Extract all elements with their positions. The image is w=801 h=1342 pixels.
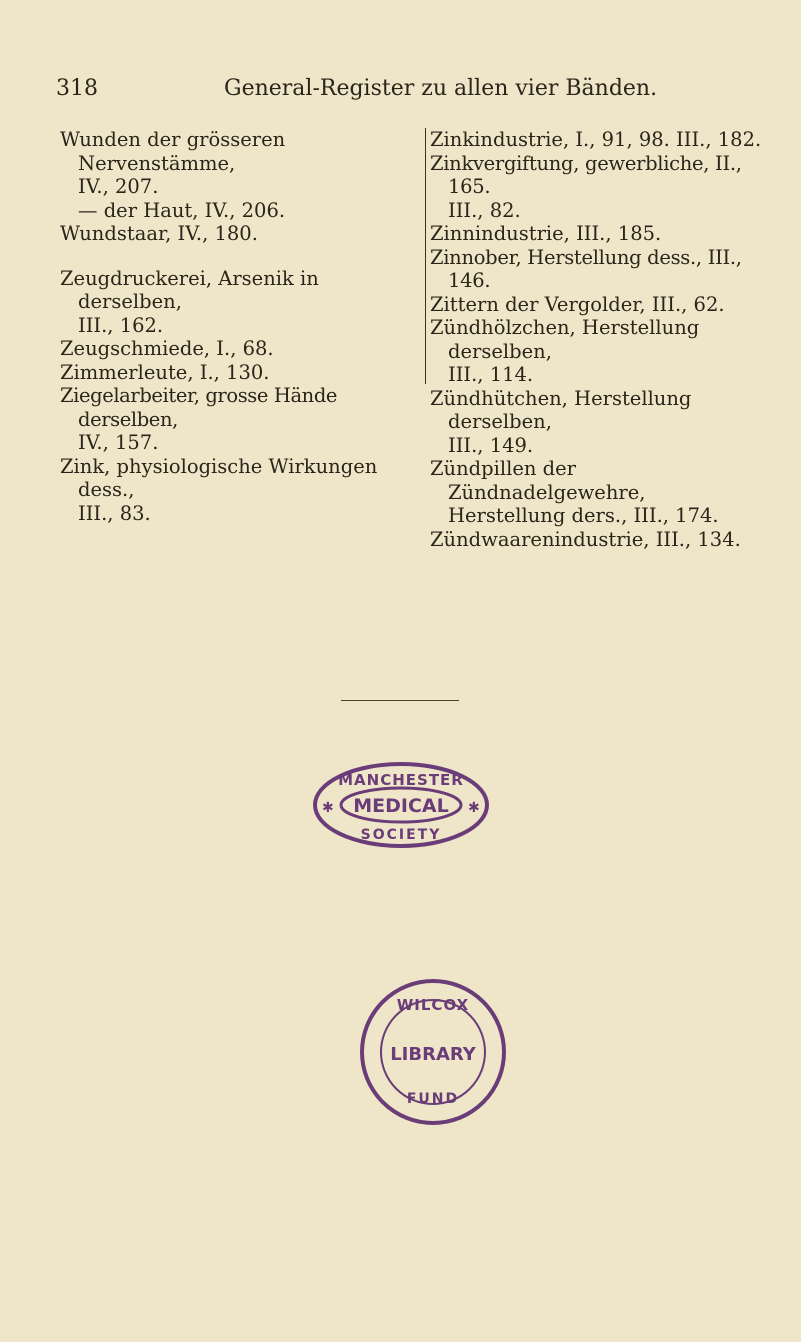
stamp-center-text: MEDICAL (353, 795, 449, 817)
index-entry: Zinkvergiftung, gewerbliche, II., 165. (430, 151, 742, 198)
index-entry: Herstellung ders., III., 174. (448, 504, 719, 527)
section-separator-rule (341, 700, 459, 701)
index-entry: Zink, physiologische Wirkungen dess., (60, 454, 378, 501)
stamp-top-text: WILCOX (396, 996, 470, 1014)
medical-society-stamp-graphic (310, 760, 492, 850)
index-entry: Zündhölzchen, Herstellung derselben, (430, 316, 700, 363)
index-column-right (430, 128, 770, 551)
index-entry: III., 83. (78, 501, 151, 525)
index-entry: Zimmerleute, I., 130. (60, 360, 270, 384)
stamp-top-text: MANCHESTER (338, 771, 464, 789)
index-entry: Zittern der Vergolder, III., 62. (430, 292, 725, 316)
index-entry: IV., 157. (78, 431, 159, 454)
index-entry: Zündpillen der Zündnadelgewehre, (430, 457, 646, 504)
header-title: General-Register zu allen vier Bänden. (224, 76, 658, 101)
star-icon: ✱ (322, 800, 334, 816)
index-entry: III., 149. (448, 433, 534, 457)
index-entry: Zinnober, Herstellung dess., III., 146. (430, 245, 742, 292)
column-divider (425, 128, 426, 384)
index-entry: Zündhütchen, Herstellung derselben, (430, 386, 692, 433)
index-entry: III., 82. (448, 198, 521, 222)
index-entry: III., 114. (448, 363, 534, 386)
medical-society-stamp (310, 760, 492, 850)
index-entry: IV., 207. (78, 175, 159, 198)
star-icon: ✱ (468, 800, 480, 816)
running-header (56, 76, 756, 101)
index-entry: III., 162. (78, 313, 164, 337)
index-entry: Zinkindustrie, I., 91, 98. III., 182. (430, 128, 762, 151)
stamp-bottom-text: SOCIETY (360, 827, 442, 843)
index-entry: Ziegelarbeiter, grosse Hände derselben, (60, 384, 338, 431)
library-stamp (355, 977, 511, 1127)
letter-gap (60, 246, 400, 267)
index-entry: Wunden der grösseren Nervenstämme, (60, 128, 286, 175)
index-entry: Zinnindustrie, III., 185. (430, 222, 662, 245)
index-column-left (60, 128, 400, 525)
index-entry: — der Haut, IV., 206. (78, 198, 286, 222)
stamp-bottom-text: FUND (406, 1091, 460, 1107)
index-entry: Zeugschmiede, I., 68. (60, 337, 274, 360)
stamp-center-text: LIBRARY (390, 1044, 476, 1065)
index-entry: Zündwaarenindustrie, III., 134. (430, 527, 741, 551)
library-stamp-graphic (355, 977, 511, 1127)
index-entry: Wundstaar, IV., 180. (60, 222, 258, 245)
index-entry: Zeugdruckerei, Arsenik in derselben, (60, 266, 319, 313)
page-number: 318 (56, 76, 98, 101)
